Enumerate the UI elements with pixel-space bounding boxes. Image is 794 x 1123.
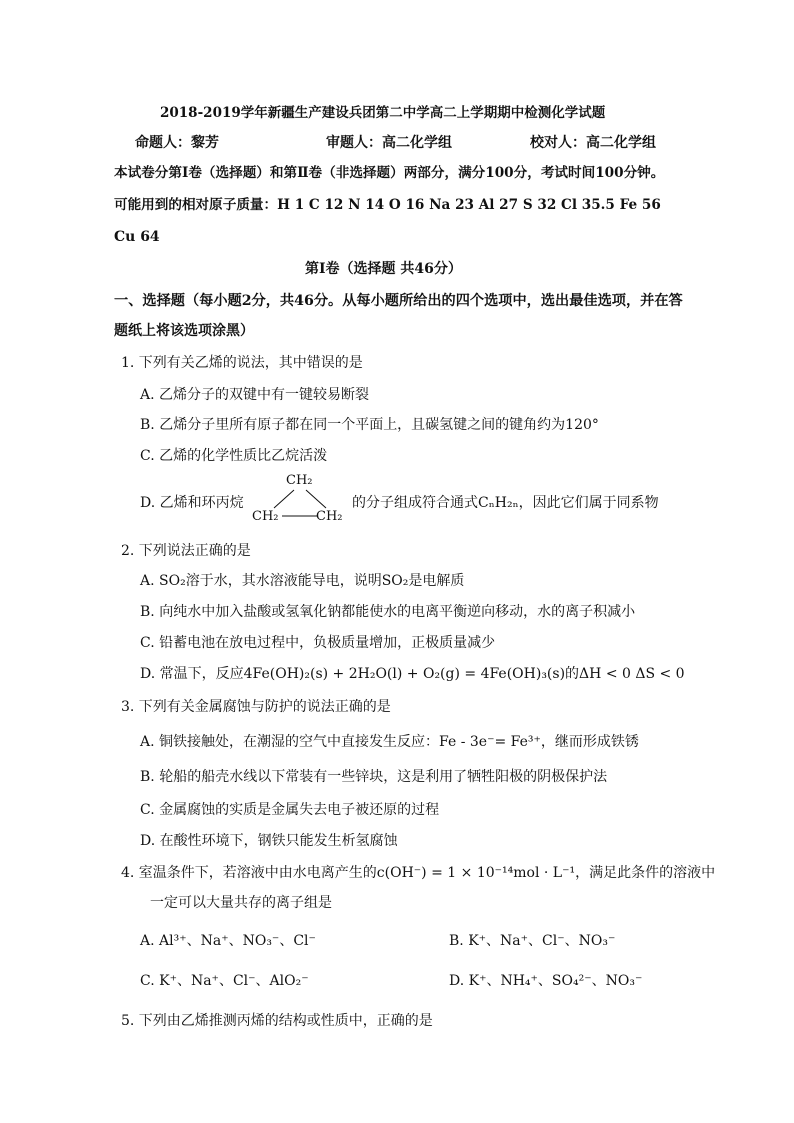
question-3-option-d: D. 在酸性环境下，钢铁只能发生析氢腐蚀 bbox=[140, 833, 398, 849]
atomic-masses-line: 可能用到的相对原子质量：H 1 C 12 N 14 O 16 Na 23 Al 27 S 32 Cl 35.5 Fe 56 bbox=[114, 197, 661, 213]
cyclopropane-structure bbox=[250, 470, 350, 528]
question-2-option-a: A. SO₂溶于水，其水溶液能导电，说明SO₂是电解质 bbox=[140, 573, 465, 589]
question-1-option-b: B. 乙烯分子里所有原子都在同一个平面上，且碳氢键之间的键角约为120° bbox=[140, 417, 599, 433]
question-4-option-a: A. Al³⁺、Na⁺、NO₃⁻、Cl⁻ bbox=[140, 933, 316, 949]
question-3-option-a: A. 铜铁接触处，在潮湿的空气中直接发生反应：Fe - 3e⁻= Fe³⁺，继而形成铁锈 bbox=[140, 734, 639, 750]
reviewer-line: 审题人：高二化学组 bbox=[326, 135, 452, 151]
question-2-stem: 2. 下列说法正确的是 bbox=[121, 543, 251, 559]
author-line: 命题人：黎芳 bbox=[135, 135, 219, 151]
question-5-stem: 5. 下列由乙烯推测丙烯的结构或性质中，正确的是 bbox=[121, 1013, 433, 1029]
question-4-option-b: B. K⁺、Na⁺、Cl⁻、NO₃⁻ bbox=[449, 933, 616, 949]
proofreader-line: 校对人：高二化学组 bbox=[530, 135, 656, 151]
question-4-option-d: D. K⁺、NH₄⁺、SO₄²⁻、NO₃⁻ bbox=[449, 973, 643, 989]
question-1-option-c: C. 乙烯的化学性质比乙烷活泼 bbox=[140, 448, 328, 464]
question-1-stem: 1. 下列有关乙烯的说法，其中错误的是 bbox=[121, 355, 363, 371]
question-4-stem-2: 一定可以大量共存的离子组是 bbox=[150, 895, 332, 911]
question-2-option-d: D. 常温下，反应4Fe(OH)₂(s) + 2H₂O(l) + O₂(g) = 4Fe(OH)₃(s)的ΔH < 0 ΔS < 0 bbox=[140, 666, 685, 682]
question-3-option-c: C. 金属腐蚀的实质是金属失去电子被还原的过程 bbox=[140, 802, 440, 818]
question-3-stem: 3. 下列有关金属腐蚀与防护的说法正确的是 bbox=[121, 699, 391, 715]
question-2-option-c: C. 铅蓄电池在放电过程中，负极质量增加，正极质量减少 bbox=[140, 635, 496, 651]
section-intro-2: 题纸上将该选项涂黑） bbox=[114, 323, 254, 339]
instructions-line: 本试卷分第Ⅰ卷（选择题）和第Ⅱ卷（非选择题）两部分，满分100分，考试时间100分钟。 bbox=[114, 165, 665, 181]
atomic-masses-line-2: Cu 64 bbox=[114, 229, 160, 245]
question-4-stem: 4. 室温条件下，若溶液中由水电离产生的c(OH⁻) = 1 × 10⁻¹⁴mol · L⁻¹，满足此条件的溶液中 bbox=[121, 865, 716, 881]
question-2-option-b: B. 向纯水中加入盐酸或氢氧化钠都能使水的电离平衡逆向移动，水的离子积减小 bbox=[140, 604, 636, 620]
question-1-option-a: A. 乙烯分子的双键中有一键较易断裂 bbox=[140, 387, 370, 403]
question-1-option-d-prefix: D. 乙烯和环丙烷 bbox=[140, 495, 244, 511]
question-4-option-c: C. K⁺、Na⁺、Cl⁻、AlO₂⁻ bbox=[140, 973, 309, 989]
question-3-option-b: B. 轮船的船壳水线以下常装有一些锌块，这是利用了牺牲阳极的阴极保护法 bbox=[140, 769, 608, 785]
section-intro: 一、选择题（每小题2分，共46分。从每小题所给出的四个选项中，选出最佳选项，并在答 bbox=[114, 293, 683, 309]
exam-title: 2018-2019学年新疆生产建设兵团第二中学高二上学期期中检测化学试题 bbox=[160, 105, 606, 121]
question-1-option-d-suffix: 的分子组成符合通式CₙH₂ₙ，因此它们属于同系物 bbox=[352, 495, 659, 511]
section-heading: 第Ⅰ卷（选择题 共46分） bbox=[305, 261, 462, 277]
structure-right-label: CH₂ bbox=[316, 509, 343, 524]
structure-top-label: CH₂ bbox=[286, 473, 313, 488]
structure-left-label: CH₂ bbox=[252, 509, 279, 524]
